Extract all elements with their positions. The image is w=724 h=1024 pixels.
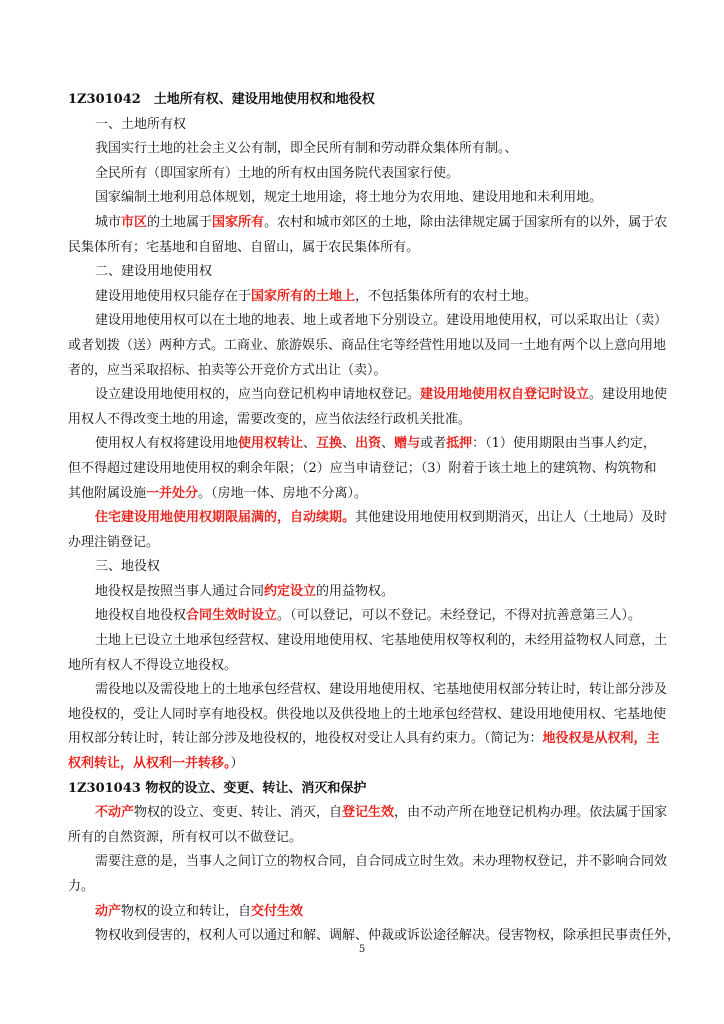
body-text: 。	[406, 239, 420, 255]
bold-text: 以外	[589, 214, 616, 230]
body-text: 其他建设用地使用权到期消灭，出让人（土地局）及时	[355, 510, 668, 526]
body-text: 地役权是按照当事人通过合同	[95, 583, 265, 599]
body-text: ，不包括集体所有的农村土地。	[355, 288, 538, 304]
highlight-text: 动产	[95, 903, 122, 919]
bold-text: 自留	[198, 239, 225, 255]
highlight-text: 约定设立	[264, 583, 317, 599]
text-line	[68, 211, 668, 236]
text-line	[68, 137, 660, 162]
bold-text: 1Z301043 物权的设立、变更、转让、消灭和保护	[68, 780, 367, 796]
body-text: 的用益物权。	[316, 583, 395, 599]
body-text: 和	[185, 239, 199, 255]
bold-text: 建设用地使用权	[277, 633, 369, 649]
body-text: 其他附属设施	[68, 485, 147, 501]
text-line	[68, 309, 668, 334]
text-line	[68, 334, 667, 359]
text-line	[68, 604, 660, 629]
bold-text: 农用地	[420, 190, 460, 206]
bold-text: 除	[420, 214, 434, 230]
highlight-text: 权利转让，从权利一并转移。	[68, 756, 231, 772]
body-text: 地、	[224, 239, 251, 255]
section-heading	[68, 777, 660, 802]
body-text: 依法属于国家	[589, 805, 668, 821]
text-line	[68, 383, 668, 408]
body-text: 物权的设立和转让，自	[121, 903, 252, 919]
section-heading	[68, 88, 660, 113]
text-line	[68, 850, 668, 875]
bold-text: 农村	[277, 214, 304, 230]
body-text: 土地上已设立土地	[95, 633, 200, 649]
text-line	[68, 531, 660, 556]
text-line	[68, 408, 660, 433]
body-text: 等权利的，未经用益物权人同意，土	[459, 633, 668, 649]
body-text: 由法律规定属于国家所有的	[433, 214, 590, 230]
body-text: 物权的设立、变更、转让、消灭，自	[134, 805, 343, 821]
highlight-text: 交付生效	[251, 903, 304, 919]
text-line	[68, 432, 660, 457]
bold-text: 地上	[303, 313, 330, 329]
body-text: ，属于农	[615, 214, 668, 230]
text-line	[68, 359, 660, 384]
body-text: 。	[264, 214, 278, 230]
body-text: 的土地，	[368, 214, 421, 230]
text-line	[68, 678, 668, 703]
body-text: 二、建设用地使用权	[95, 264, 213, 280]
highlight-text: 抵押	[446, 436, 473, 452]
bold-text: 郊区	[342, 214, 369, 230]
body-text: ）	[230, 756, 244, 772]
body-text: 三、地役权	[95, 559, 161, 575]
bold-text: 1Z301042 土地所有权、建设用地使用权和地役权	[68, 92, 375, 107]
text-line	[68, 113, 660, 138]
highlight-text: 合同生效时设立	[186, 608, 278, 624]
highlight-text: 登记生效	[342, 805, 395, 821]
body-text: 、	[290, 313, 304, 329]
body-text: 城市	[95, 214, 122, 230]
text-line	[68, 482, 660, 507]
highlight-text: 地役权是从权利，主	[542, 731, 660, 747]
bold-text: 。	[576, 805, 590, 821]
body-text: 建设用地使用权只能存在于	[95, 288, 252, 304]
bold-text: 承包经营权	[199, 633, 265, 649]
body-text: 用权人不得改变土地的用途，需要改变的，应当依法经行政机关批准。	[68, 411, 472, 427]
document-page	[68, 88, 681, 949]
body-text: 办理注销登记。	[68, 534, 160, 550]
body-text: 和城市	[303, 214, 343, 230]
body-text: 或者划拨（送）两种方式。工商业、旅游娱乐、商品住宅等经营性用地以及同一土地有两个以上意向用地	[68, 337, 667, 353]
body-text: 代表国家行使。	[368, 165, 460, 181]
body-text: 、	[264, 633, 278, 649]
body-text: 由不动产所在地登记机构办理	[407, 805, 577, 821]
bold-text: 集体所有	[81, 239, 134, 255]
text-line	[68, 506, 668, 531]
body-text: 和	[524, 190, 538, 206]
highlight-text: 建设用地使用权自登记时设立	[420, 387, 590, 403]
body-text: 所有的自然资源，所有权可以不做登记。	[68, 829, 303, 845]
body-text: 力。	[68, 879, 95, 894]
body-text: 、	[381, 436, 395, 452]
body-text: 使用权人有权将建设用地	[95, 436, 239, 452]
body-text: 设立建设用地使用权的，应当向登记机构申请地权登记。	[95, 387, 421, 403]
body-text: 需役地以及需役地上的土地承包经营权、建设用地使用权、宅基地使用权部分转让时，转让部分涉及	[95, 682, 668, 698]
highlight-text: 互换	[316, 436, 343, 452]
bold-text: ，	[394, 805, 408, 821]
text-line	[68, 457, 660, 482]
body-text: 物权收到侵害的，权利人可以通过和解、调解、仲裁或诉讼途径解决。侵害物权，除承担民事责任外，	[95, 928, 681, 944]
text-line	[68, 875, 660, 900]
text-line	[68, 162, 660, 187]
bold-text: 建设用地	[472, 190, 525, 206]
body-text: 的土地属于	[147, 214, 213, 230]
bold-text: 国务院	[329, 165, 369, 181]
body-text: 或者	[420, 436, 447, 452]
bold-text: 地下	[355, 313, 382, 329]
body-text: 、	[459, 190, 473, 206]
highlight-text: 出资	[355, 436, 382, 452]
bold-text: 社会主义公有制	[186, 141, 278, 157]
highlight-text: 不动产	[95, 805, 135, 821]
text-line	[68, 703, 667, 728]
body-text: ，即全民所有制和劳动群众集体所有制。、	[277, 141, 518, 157]
body-text: 民	[68, 239, 82, 255]
bold-text: 宅基地使用权	[381, 633, 460, 649]
text-line	[68, 654, 660, 679]
highlight-text: 国家所有的土地上	[251, 288, 356, 304]
text-line	[68, 260, 660, 285]
text-line	[68, 900, 660, 925]
body-text: 需要注意的是，当事人之间订立的物权合同，自合同成立时生效。未办理物权登记，并不影响合同效	[95, 854, 668, 870]
highlight-text: 国家所有	[212, 214, 265, 230]
body-text: 国家编制土地利用总体规划，规定土地用途，将土地分为	[95, 190, 421, 206]
body-text: 我国实行土地的	[95, 141, 187, 157]
bold-text: 地表	[264, 313, 291, 329]
body-text: 全民所有（即国家所有）土地的所有权由	[95, 165, 330, 181]
body-text: ：（1）使用期限由当事人约定，	[472, 436, 656, 452]
body-text: 、	[342, 436, 356, 452]
text-line	[68, 826, 660, 851]
highlight-text: 赠与	[394, 436, 421, 452]
body-text: 、	[303, 436, 317, 452]
text-line	[68, 629, 668, 654]
body-text: 地役权自地役权	[95, 608, 187, 624]
text-line	[68, 801, 668, 826]
bold-text: 未利用地	[537, 190, 590, 206]
text-line	[68, 752, 660, 777]
body-text: 地役权。供役地以及供役地上的土地承包经营权、建设用地使用权、宅基地使	[224, 706, 667, 722]
text-line	[68, 727, 660, 752]
highlight-text: 使用权转让	[238, 436, 304, 452]
bold-text: 集体所有	[354, 239, 407, 255]
bold-text: 自留山	[250, 239, 290, 255]
body-text: 但不得超过建设用地使用权的剩余年限；（2）应当申请登记；（3）附着于该土地上的建筑物、构筑物和	[68, 460, 657, 476]
body-text: 。（房地一体、房地不分离）。	[198, 485, 368, 501]
body-text: 者的，应当采取招标、拍卖等公开竞价方式出让（卖）。	[68, 362, 387, 378]
body-text: 。（可以登记，可以不登记。未经登记，不得对抗善意第三人）。	[277, 608, 642, 624]
body-text: 用权部分转让时，转让部分涉及地役权的，地役权对受让人具有约束力。（简记为：	[68, 731, 543, 747]
text-line	[68, 186, 660, 211]
page-number: 5	[358, 944, 366, 955]
highlight-text: 市区	[121, 214, 148, 230]
text-line	[68, 236, 660, 261]
text-line	[68, 580, 660, 605]
highlight-text: 住宅建设用地使用权期限届满的，自动续期。	[95, 510, 356, 526]
body-text: 分别设立。建设用地使用权，可以采取出让（卖）	[381, 313, 668, 329]
body-text: 。	[589, 190, 603, 206]
body-text: ，属于农民	[289, 239, 355, 255]
body-text: 建设用地使用权可以在土地的	[95, 313, 265, 329]
body-text: 一、土地所有权	[95, 116, 187, 132]
text-line	[68, 285, 660, 310]
text-line	[68, 555, 660, 580]
bold-text: 受让人同时享有	[133, 706, 225, 722]
highlight-text: 一并处分	[146, 485, 199, 501]
body-text: 地役权的，	[68, 706, 134, 722]
body-text: 或者	[329, 313, 356, 329]
body-text: 地所有权人不得设立地役权。	[68, 657, 238, 673]
body-text: 、	[368, 633, 382, 649]
body-text: 。建设用地使	[589, 387, 668, 403]
body-text: ；	[133, 239, 147, 255]
bold-text: 宅基地	[146, 239, 186, 255]
